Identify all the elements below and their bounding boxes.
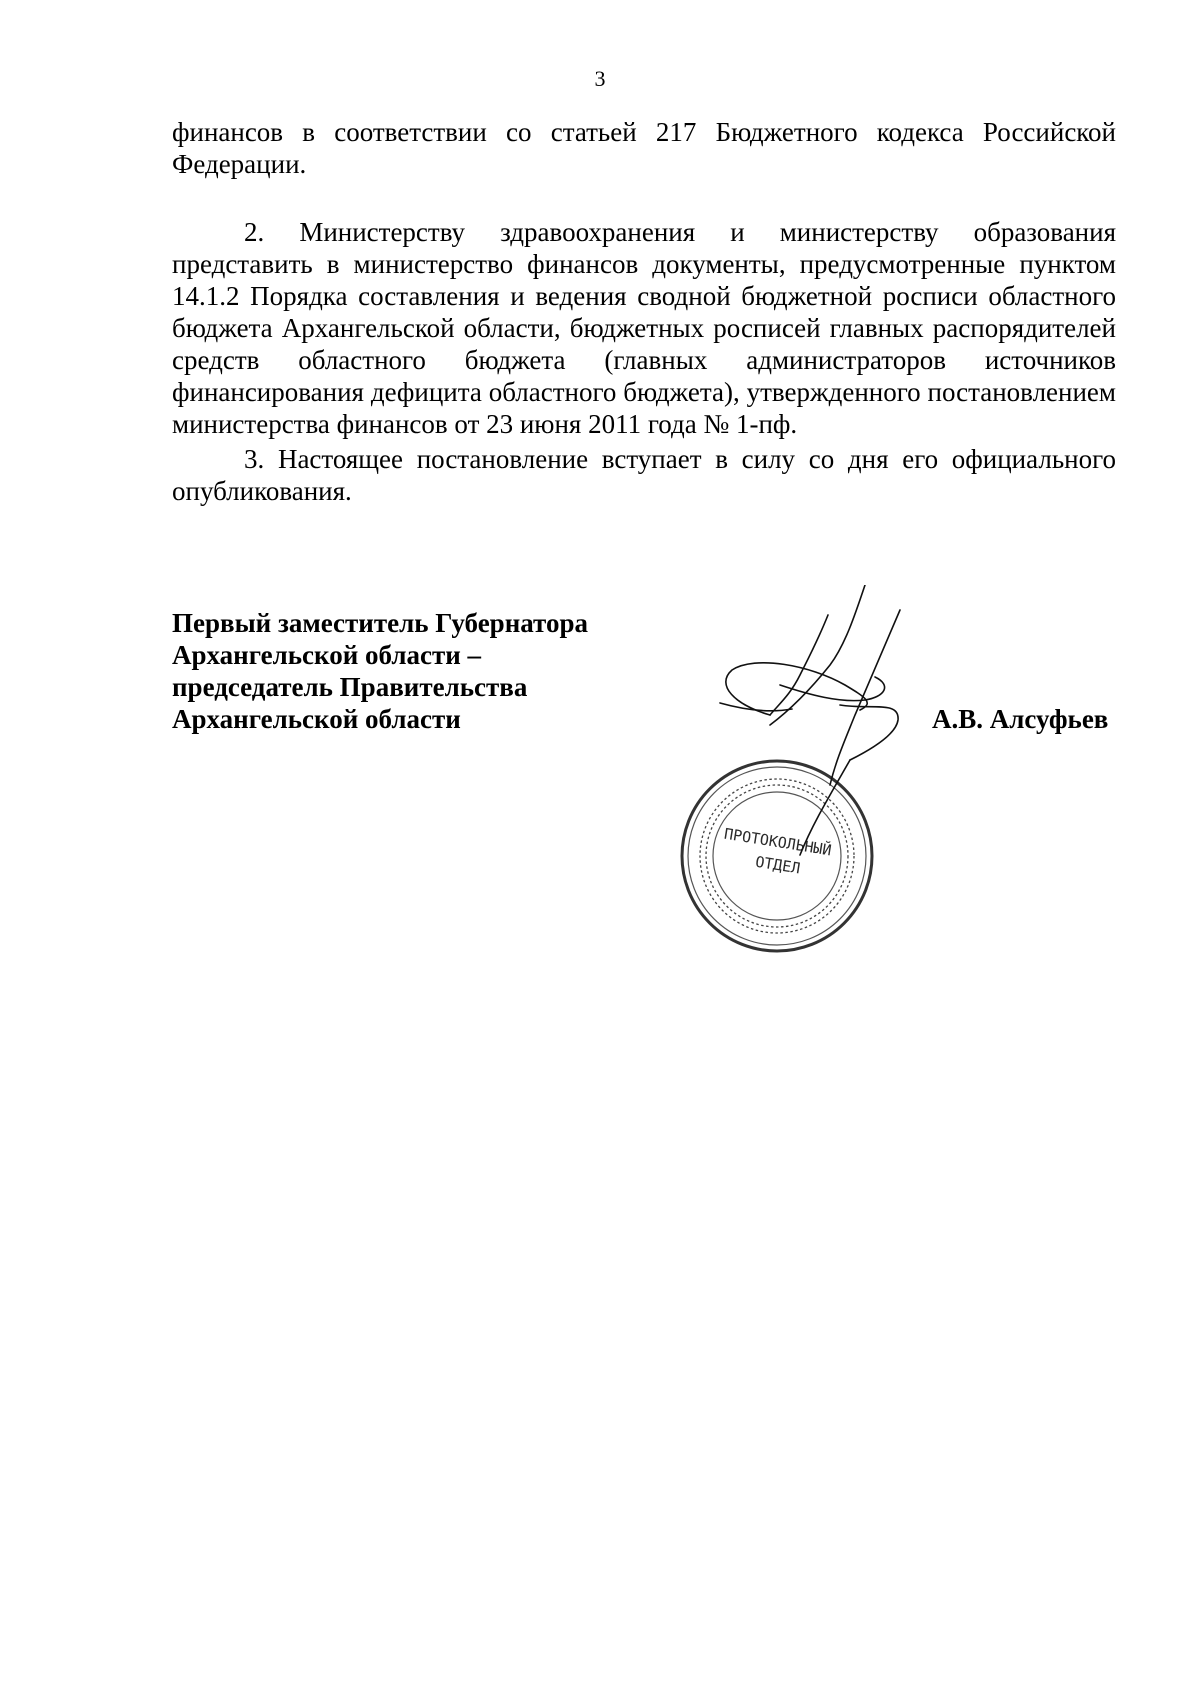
round-seal <box>682 761 872 951</box>
signatory-name: А.В. Алсуфьев <box>932 704 1109 734</box>
page-number: 3 <box>594 66 606 91</box>
seal-and-signature <box>660 585 970 975</box>
signature-title-line-2: Архангельской области – <box>172 640 482 670</box>
handwritten-signature <box>720 585 900 855</box>
seal-center-line-2: ОТДЕЛ <box>754 852 802 878</box>
seal-center-line-1: ПРОТОКОЛЬНЫЙ <box>722 824 833 860</box>
signature-title-line-1: Первый заместитель Губернатора <box>172 608 588 638</box>
signature-title-line-4: Архангельской области <box>172 704 461 734</box>
signature-title-line-3: председатель Правительства <box>172 672 528 702</box>
paragraph-2: 2. Министерству здравоохранения и министерству образования представить в министерство финансов документы, предусмотренные пунктом 14.1.2 Порядка составления и ведения сводной бюджетной росписи областного бюджета Архангельской области, бюджетных росписей главных распорядителей средств областного бюджета (главных администраторов источников финансирования дефицита областного бюджета), утвержденного постановлением министерства финансов от 23 июня 2011 года № 1-пф. <box>172 217 1116 439</box>
signature-block-title <box>172 607 588 735</box>
seal-svg <box>660 585 970 975</box>
continuation-paragraph: финансов в соответствии со статьей 217 Бюджетного кодекса Российской Федерации. <box>172 117 1116 179</box>
paragraph-3: 3. Настоящее постановление вступает в силу со дня его официального опубликования. <box>172 444 1116 506</box>
